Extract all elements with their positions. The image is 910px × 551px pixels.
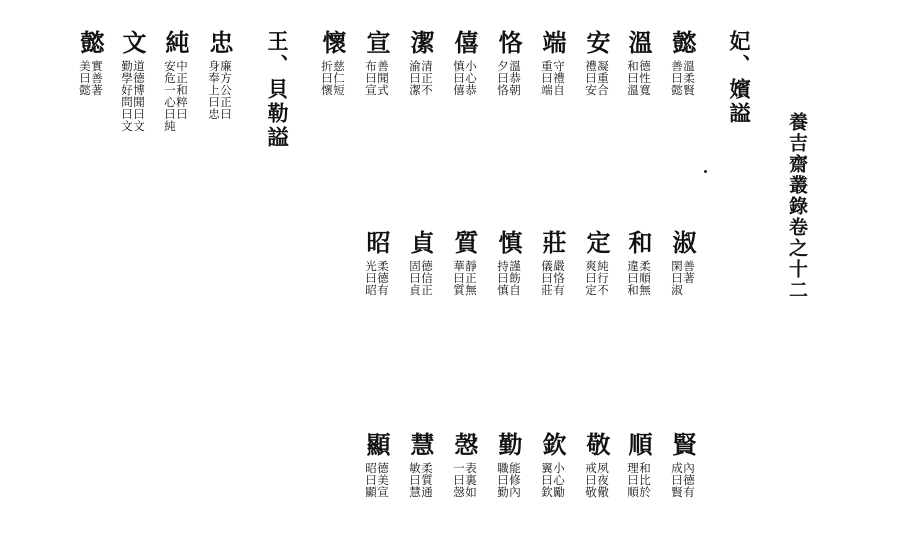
entry-note-line: 美曰懿: [78, 60, 92, 96]
running-title: 養吉齋叢錄卷之十二: [786, 112, 808, 301]
entry-note-line: 慈仁短: [332, 60, 346, 96]
entry-note-line: 夕曰恪: [496, 60, 510, 96]
entry-note-line: 和曰溫: [626, 60, 640, 96]
entry-head: 懷: [318, 30, 347, 55]
entry-note-line: 柔德有: [376, 260, 390, 296]
entry-note-line: 安危一心曰純: [163, 60, 177, 132]
entry-note-line: 光曰昭: [364, 260, 378, 296]
entry-note-line: 實善著: [90, 60, 104, 96]
entry-note-line: 德美宣: [376, 462, 390, 498]
entry-head: 順: [624, 432, 653, 457]
entry-note-line: 和比於: [638, 462, 652, 498]
entry-head: 懿: [76, 30, 105, 55]
entry-note-line: 謹飭自: [508, 260, 522, 296]
entry-note-line: 一曰愨: [452, 462, 466, 498]
entry-note-line: 昭曰顯: [364, 462, 378, 498]
entry-note-line: 小心恭: [464, 60, 478, 96]
entry-head: 慧: [406, 432, 435, 457]
entry-head: 質: [450, 230, 479, 255]
entry-head: 潔: [406, 30, 435, 55]
entry-note-line: 守禮自: [552, 60, 566, 96]
entry-head: 顯: [362, 432, 391, 457]
ink-speck: [704, 170, 707, 173]
entry-head: 純: [161, 30, 190, 55]
entry-note-line: 身奉上曰忠: [207, 60, 221, 120]
entry-note-line: 小心勵: [552, 462, 566, 498]
entry-head: 愨: [450, 432, 479, 457]
entry-note-line: 內德有: [682, 462, 696, 498]
entry-head: 宣: [362, 30, 391, 55]
entry-note-line: 職曰勤: [496, 462, 510, 498]
entry-head: 昭: [362, 230, 391, 255]
entry-head: 勤: [494, 432, 523, 457]
entry-note-line: 凝重合: [596, 60, 610, 96]
entry-note-line: 廉方公正曰: [219, 60, 233, 120]
entry-note-line: 溫恭朝: [508, 60, 522, 96]
entry-note-line: 戒曰敬: [584, 462, 598, 498]
entry-note-line: 布曰宣: [364, 60, 378, 96]
entry-note-line: 爽曰定: [584, 260, 598, 296]
entry-head: 文: [118, 30, 147, 55]
entry-head: 淑: [668, 230, 697, 255]
entry-note-line: 夙夜儆: [596, 462, 610, 498]
entry-note-line: 德性寬: [638, 60, 652, 96]
entry-head: 安: [582, 30, 611, 55]
entry-note-line: 儀曰莊: [540, 260, 554, 296]
entry-head: 溫: [624, 30, 653, 55]
entry-note-line: 善著: [682, 260, 696, 284]
entry-note-line: 表裏如: [464, 462, 478, 498]
entry-head: 欽: [538, 432, 567, 457]
entry-note-line: 敏曰慧: [408, 462, 422, 498]
entry-note-line: 成曰賢: [670, 462, 684, 498]
entry-note-line: 靜正無: [464, 260, 478, 296]
entry-note-line: 折曰懷: [320, 60, 334, 96]
entry-head: 定: [582, 230, 611, 255]
entry-note-line: 善聞式: [376, 60, 390, 96]
entry-note-line: 理曰順: [626, 462, 640, 498]
entry-head: 敬: [582, 432, 611, 457]
entry-head: 恪: [494, 30, 523, 55]
entry-head: 賢: [668, 432, 697, 457]
entry-note-line: 渝曰潔: [408, 60, 422, 96]
entry-head: 貞: [406, 230, 435, 255]
entry-note-line: 禮曰安: [584, 60, 598, 96]
entry-note-line: 華曰質: [452, 260, 466, 296]
entry-head: 端: [538, 30, 567, 55]
entry-note-line: 持曰慎: [496, 260, 510, 296]
entry-note-line: 道德博聞曰文: [132, 60, 146, 132]
entry-note-line: 勤學好問曰文: [120, 60, 134, 132]
section-heading-prince: 王、貝勒謚: [265, 30, 290, 150]
entry-note-line: 中正和粹曰: [175, 60, 189, 120]
entry-note-line: 閑曰淑: [670, 260, 684, 296]
entry-note-line: 能修內: [508, 462, 522, 498]
entry-note-line: 純行不: [596, 260, 610, 296]
entry-head: 忠: [205, 30, 234, 55]
entry-note-line: 溫柔賢: [682, 60, 696, 96]
entry-head: 和: [624, 230, 653, 255]
entry-head: 僖: [450, 30, 479, 55]
entry-note-line: 清正不: [420, 60, 434, 96]
entry-note-line: 重曰端: [540, 60, 554, 96]
section-heading-consort: 妃、嬪謚: [727, 30, 752, 126]
entry-head: 莊: [538, 230, 567, 255]
entry-note-line: 固曰貞: [408, 260, 422, 296]
entry-note-line: 違曰和: [626, 260, 640, 296]
entry-note-line: 善曰懿: [670, 60, 684, 96]
entry-note-line: 柔順無: [638, 260, 652, 296]
entry-note-line: 德信正: [420, 260, 434, 296]
entry-head: 慎: [494, 230, 523, 255]
entry-note-line: 嚴恪有: [552, 260, 566, 296]
entry-head: 懿: [668, 30, 697, 55]
entry-note-line: 柔質通: [420, 462, 434, 498]
entry-note-line: 翼曰欽: [540, 462, 554, 498]
entry-note-line: 慎曰僖: [452, 60, 466, 96]
